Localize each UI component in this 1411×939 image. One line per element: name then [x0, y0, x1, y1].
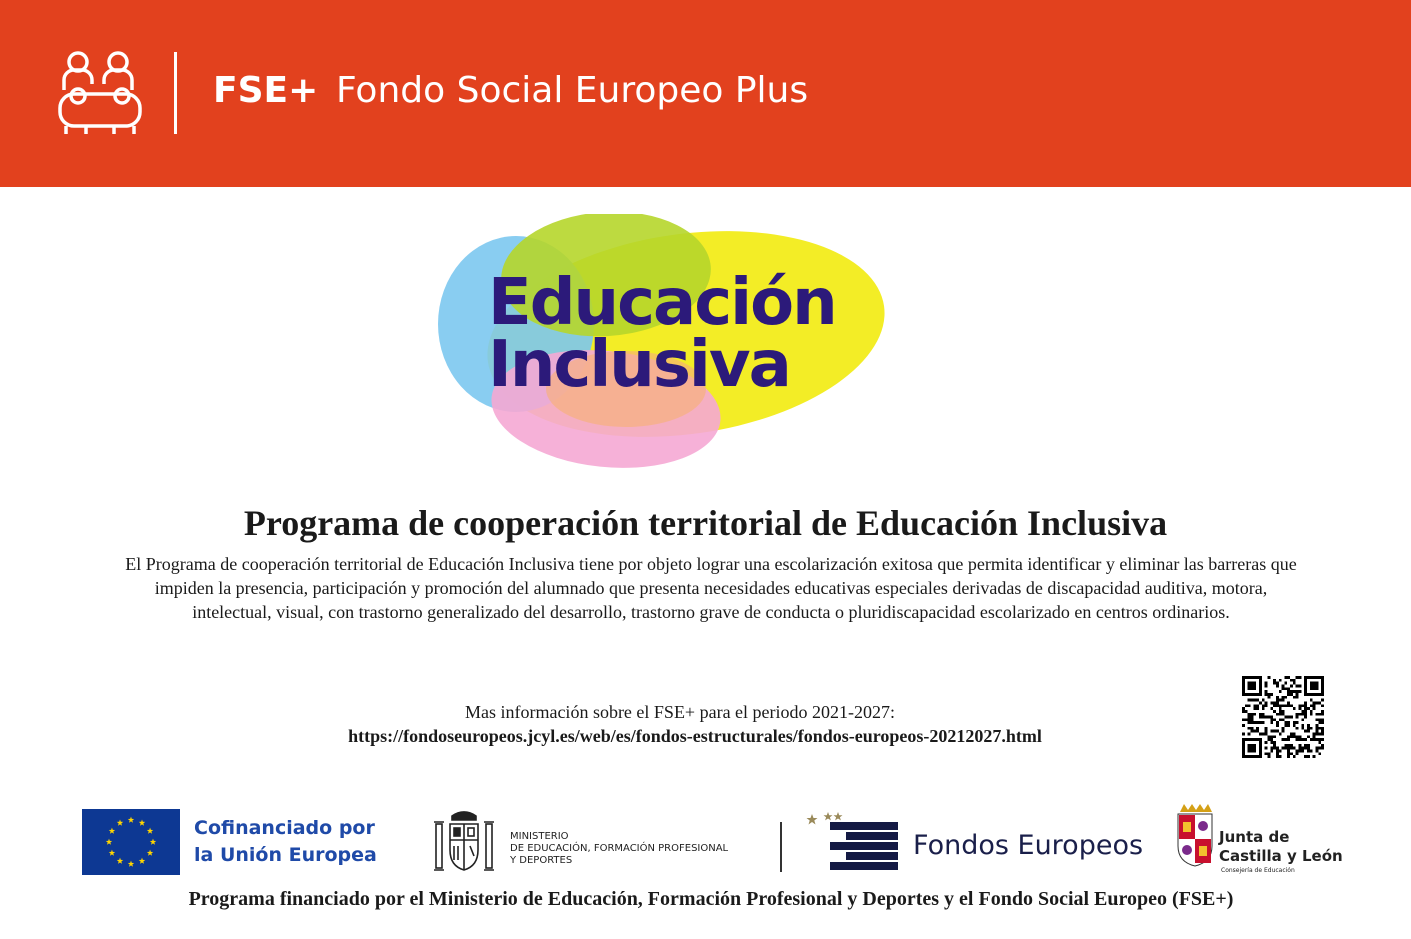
eu-flag-icon	[82, 809, 180, 875]
jcyl-name	[1219, 828, 1343, 866]
fondos-europeos-logo	[806, 810, 1151, 876]
header-banner	[0, 0, 1411, 187]
page-title: Programa de cooperación territorial de Educación Inclusiva	[243, 503, 1168, 543]
eu-cofunding-text	[194, 815, 377, 869]
fondos-europeos-text: Fondos Europeos	[913, 830, 1144, 861]
fse-acronym: FSE+	[213, 70, 319, 111]
logo-divider	[780, 822, 782, 872]
jcyl-line-1: Junta de	[1219, 828, 1290, 846]
spain-coat-of-arms-icon	[430, 808, 498, 878]
eu-text-line-2: la Unión Europea	[194, 844, 377, 866]
info-link[interactable]: https://fondoseuropeos.jcyl.es/web/es/fondos-estructurales/fondos-europeos-20212027.html	[348, 726, 1042, 746]
jcyl-line-2: Castilla y León	[1219, 847, 1343, 865]
ministry-line-1: MINISTERIO	[510, 831, 569, 842]
funding-note: Programa financiado por el Ministerio de Educación, Formación Profesional y Deportes y el Fondo Social Europeo (FSE+)	[188, 888, 1234, 910]
logo-line-1: Educación	[488, 266, 836, 340]
fund-name: Fondo Social Europeo Plus	[336, 70, 809, 111]
logo-line-2: Inclusiva	[488, 328, 790, 402]
ministry-logo	[430, 808, 770, 878]
junta-castilla-leon-logo	[1176, 802, 1351, 880]
people-around-table-icon	[56, 50, 144, 136]
header-divider	[174, 52, 177, 134]
more-info-label: Mas información sobre el FSE+ para el periodo 2021-2027:	[464, 702, 896, 722]
ministry-line-2: DE EDUCACIÓN, FORMACIÓN PROFESIONAL	[510, 843, 729, 854]
ministry-text	[510, 831, 728, 867]
castilla-leon-shield-icon	[1176, 802, 1214, 868]
ministry-line-3: Y DEPORTES	[510, 855, 573, 866]
eu-text-line-1: Cofinanciado por	[194, 817, 375, 839]
fondos-europeos-mark-icon	[806, 810, 902, 876]
eu-cofunding-logo	[82, 809, 382, 875]
qr-code-icon[interactable]	[1242, 676, 1324, 758]
logo-wordmark	[488, 266, 836, 402]
jcyl-subtitle: Consejería de Educación	[1221, 867, 1295, 874]
program-description: El Programa de cooperación territorial de Educación Inclusiva tiene por objeto lograr una escolarización exitosa que permita identificar y eliminar las barreras que impiden la presencia, participación y promoción del alumnado que presenta necesidades educativas especiales derivadas de discapacidad auditiva, motora, intelectual, visual, con trastorno generalizado del desarrollo, trastorno grave de conducta o pluridiscapacidad escolarizado en centros ordinarios.	[125, 554, 1297, 622]
